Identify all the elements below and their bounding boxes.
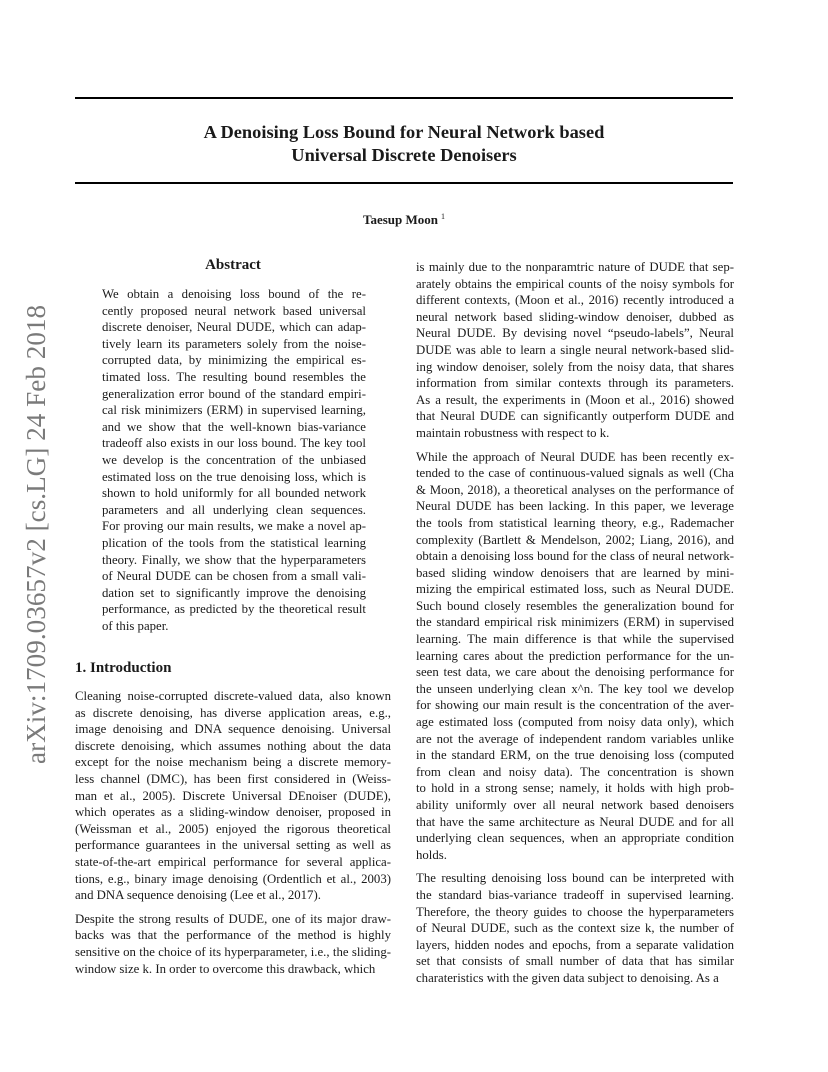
intro-paragraph-1-line: Cleaning noise-corrupted discrete-valued data, also known xyxy=(75,689,391,703)
intro-paragraph-4-line: underlying clean sequences, when an appropriate condition xyxy=(416,831,734,846)
intro-paragraph-1-line: except for the noise mechanism being a discrete memory- xyxy=(75,755,391,770)
abstract-line: generalization error bound of the standard empiri- xyxy=(102,386,366,401)
intro-paragraph-1-line: which operates as a sliding-window denoiser, proposed in xyxy=(75,805,391,820)
intro-paragraph-5-line: charateristics with the given data subject to denoising. As a xyxy=(416,970,719,985)
intro-paragraph-4-line: learning. The main difference is that while the supervised xyxy=(416,632,734,647)
arxiv-stamp xyxy=(20,284,52,764)
section-heading-introduction: 1. Introduction xyxy=(75,660,172,676)
abstract-line: timated loss. The resulting bound resembles the xyxy=(102,369,366,384)
intro-paragraph-3-line: different contexts, (Moon et al., 2016) recently introduced a xyxy=(416,293,734,308)
author-line xyxy=(75,212,733,228)
abstract-line: cal risk minimizers (ERM) in supervised learning, xyxy=(102,403,366,418)
abstract-line: We obtain a denoising loss bound of the re- xyxy=(102,287,366,301)
intro-paragraph-4-line: that have the same architecture as Neural DUDE and for all xyxy=(416,814,734,829)
abstract-line: we develop is the concentration of the unbiased xyxy=(102,452,366,467)
intro-paragraph-1-line: (Weissman et al., 2005) enjoyed the rigorous theoretical xyxy=(75,821,391,836)
intro-paragraph-5-line: of Neural DUDE, such as the context size k, the number of xyxy=(416,921,734,936)
abstract-line: corrupted data, by minimizing the empirical es- xyxy=(102,353,366,368)
abstract-line: For proving our main results, we make a novel ap- xyxy=(102,519,366,534)
abstract-line: plication of the tools from the statistical learning xyxy=(102,535,366,550)
intro-paragraph-4-line: holds. xyxy=(416,847,447,862)
intro-paragraph-3-line: DUDE was able to learn a single neural network-based slid- xyxy=(416,342,734,357)
intro-paragraph-4-line: based sliding window denoisers that are learned by mini- xyxy=(416,565,734,580)
intro-paragraph-1-line: man et al., 2005). Discrete Universal DEnoiser (DUDE), xyxy=(75,788,391,803)
intro-paragraph-4-line: are not the average of independent random variables unlike xyxy=(416,731,734,746)
title-rule-top xyxy=(75,97,733,99)
abstract-line: discrete denoiser, Neural DUDE, which can adap- xyxy=(102,320,366,335)
intro-paragraph-4-line: Such bound closely resembles the generalization bound for xyxy=(416,598,734,613)
intro-paragraph-1-line: performance guarantees in the universal setting as well as xyxy=(75,838,391,853)
intro-paragraph-4-line: tended to the case of continuous-valued signals as well (Cha xyxy=(416,466,734,481)
intro-paragraph-4-line: seen test data, we care about the denoising performance for xyxy=(416,665,734,680)
intro-paragraph-2-line: backs was that the performance of the method is highly xyxy=(75,928,391,943)
intro-paragraph-4-line: mizing the empirical estimated loss, such as Neural DUDE. xyxy=(416,582,734,597)
paper-title xyxy=(75,121,733,167)
abstract-line: cently proposed neural network based universal xyxy=(102,303,366,318)
intro-paragraph-4-line: to hold in a strong sense; namely, it holds with high prob- xyxy=(416,781,734,796)
intro-paragraph-2-line: Despite the strong results of DUDE, one of its major draw- xyxy=(75,911,391,926)
abstract-line: of this paper. xyxy=(102,618,169,633)
intro-paragraph-4-line: the standard empirical risk minimizers (ERM) in supervised xyxy=(416,615,734,630)
abstract-line: of Neural DUDE can be chosen from a small vali- xyxy=(102,569,366,584)
intro-paragraph-5-line: the standard bias-variance tradeoff in supervised learning. xyxy=(416,887,734,902)
intro-paragraph-4-line: learning cares about the prediction performance for the un- xyxy=(416,648,734,663)
intro-paragraph-4-line: obtain a denoising loss bound for the class of neural network- xyxy=(416,549,734,564)
intro-paragraph-5-line: The resulting denoising loss bound can be interpreted with xyxy=(416,871,734,886)
intro-paragraph-4-line: & Moon, 2018), a theoretical analyses on the performance of xyxy=(416,482,734,497)
intro-paragraph-4-line: Neural DUDE has been lacking. In this paper, we leverage xyxy=(416,499,734,514)
title-rule-bottom xyxy=(75,182,733,184)
intro-paragraph-4-line: in the standard ERM, on the true denoising loss (computed xyxy=(416,748,734,763)
intro-paragraph-4-line: the tools from statistical learning theory, e.g., Rademacher xyxy=(416,515,734,530)
abstract-line: tively learn its parameters solely from the noise- xyxy=(102,336,366,351)
abstract-line: estimated loss on the true denoising loss, which is xyxy=(102,469,366,484)
abstract-line: parameters and all underlying clean sequences. xyxy=(102,502,366,517)
abstract-line: performance, as predicted by the theoretical result xyxy=(102,602,366,617)
intro-paragraph-1-line: tions, e.g., binary image denoising (Ordentlich et al., 2003) xyxy=(75,871,391,886)
intro-paragraph-1-line: image denoising and DNA sequence denoising. Universal xyxy=(75,722,391,737)
intro-paragraph-3-line: neural network based sliding-window denoiser, dubbed as xyxy=(416,309,734,324)
abstract-line: dation set to significantly improve the denoising xyxy=(102,585,366,600)
intro-paragraph-4-line: from clean and noisy data). The concentration is shown xyxy=(416,764,734,779)
intro-paragraph-1-line: less channel (DMC), has been first considered in (Weiss- xyxy=(75,771,391,786)
intro-paragraph-2-line: window size k. In order to overcome this drawback, which xyxy=(75,961,376,976)
paragraph-gap xyxy=(416,863,734,870)
title-line-2: Universal Discrete Denoisers xyxy=(291,145,517,165)
intro-paragraph-2-line: sensitive on the choice of its hyperparameter, i.e., the sliding- xyxy=(75,944,391,959)
intro-paragraph-5-line: Therefore, the theory guides to choose the hyperparameters xyxy=(416,904,734,919)
intro-paragraph-4-line: While the approach of Neural DUDE has been recently ex- xyxy=(416,449,734,464)
right-column-text xyxy=(416,259,734,987)
title-line-1: A Denoising Loss Bound for Neural Network based xyxy=(203,122,605,142)
abstract-line: shown to hold uniformly for all bounded network xyxy=(102,486,366,501)
abstract-body xyxy=(102,286,366,634)
intro-paragraph-1-line: as discrete denoising, has diverse application areas, e.g., xyxy=(75,705,391,720)
abstract-line: tradeoff also exists in our loss bound. The key tool xyxy=(102,436,366,451)
arxiv-identifier: arXiv:1709.03657v2 [cs.LG] 24 Feb 2018 xyxy=(21,304,51,764)
intro-paragraph-1-line: discrete denoising, which assumes nothing about the data xyxy=(75,738,391,753)
abstract-line: theory. Finally, we show that the hyperparameters xyxy=(102,552,366,567)
intro-paragraph-3-line: is mainly due to the nonparamtric nature of DUDE that sep- xyxy=(416,260,734,274)
abstract-heading: Abstract xyxy=(205,257,261,273)
intro-paragraph-4-line: ability uniformly over all neural network based denoisers xyxy=(416,798,734,812)
author-affiliation-mark: 1 xyxy=(441,212,446,221)
intro-paragraph-3-line: Neural DUDE. By devising novel “pseudo-labels”, Neural xyxy=(416,326,734,341)
intro-paragraph-3-line: information from similar contexts through its parameters. xyxy=(416,376,734,391)
intro-paragraph-3-line: As a result, the experiments in (Moon et al., 2016) showed xyxy=(416,392,734,407)
intro-paragraph-1-line: and DNA sequence denoising (Lee et al., 2017). xyxy=(75,888,321,903)
intro-paragraph-4-line: age estimated loss (computed from noisy data only), which xyxy=(416,715,734,730)
paragraph-gap xyxy=(75,904,391,911)
intro-paragraph-5-line: set that consists of small number of data that has similar xyxy=(416,954,734,969)
intro-paragraph-5-line: layers, hidden nodes and epochs, from a separate validation xyxy=(416,937,734,952)
intro-paragraph-4-line: the unseen underlying clean x^n. The key tool we develop xyxy=(416,681,734,696)
intro-paragraph-3-line: maintain robustness with respect to k. xyxy=(416,425,610,440)
intro-paragraph-4-line: complexity (Bartlett & Mendelson, 2002; Liang, 2016), and xyxy=(416,532,734,547)
paragraph-gap xyxy=(416,442,734,449)
intro-paragraph-4-line: for showing our main result is the concentration of the aver- xyxy=(416,698,734,713)
author-name: Taesup Moon xyxy=(362,212,439,227)
intro-paragraph-3-line: arately obtains the empirical counts of the noisy symbols for xyxy=(416,276,734,291)
intro-paragraph-3-line: that Neural DUDE can significantly outperform DUDE and xyxy=(416,409,734,424)
intro-paragraph-1-line: state-of-the-art empirical performance for several applica- xyxy=(75,854,391,869)
left-column-text xyxy=(75,688,391,977)
abstract-line: and we show that the well-known bias-variance xyxy=(102,419,366,434)
intro-paragraph-3-line: ing window denoiser, solely from the noisy data, that shares xyxy=(416,359,734,374)
